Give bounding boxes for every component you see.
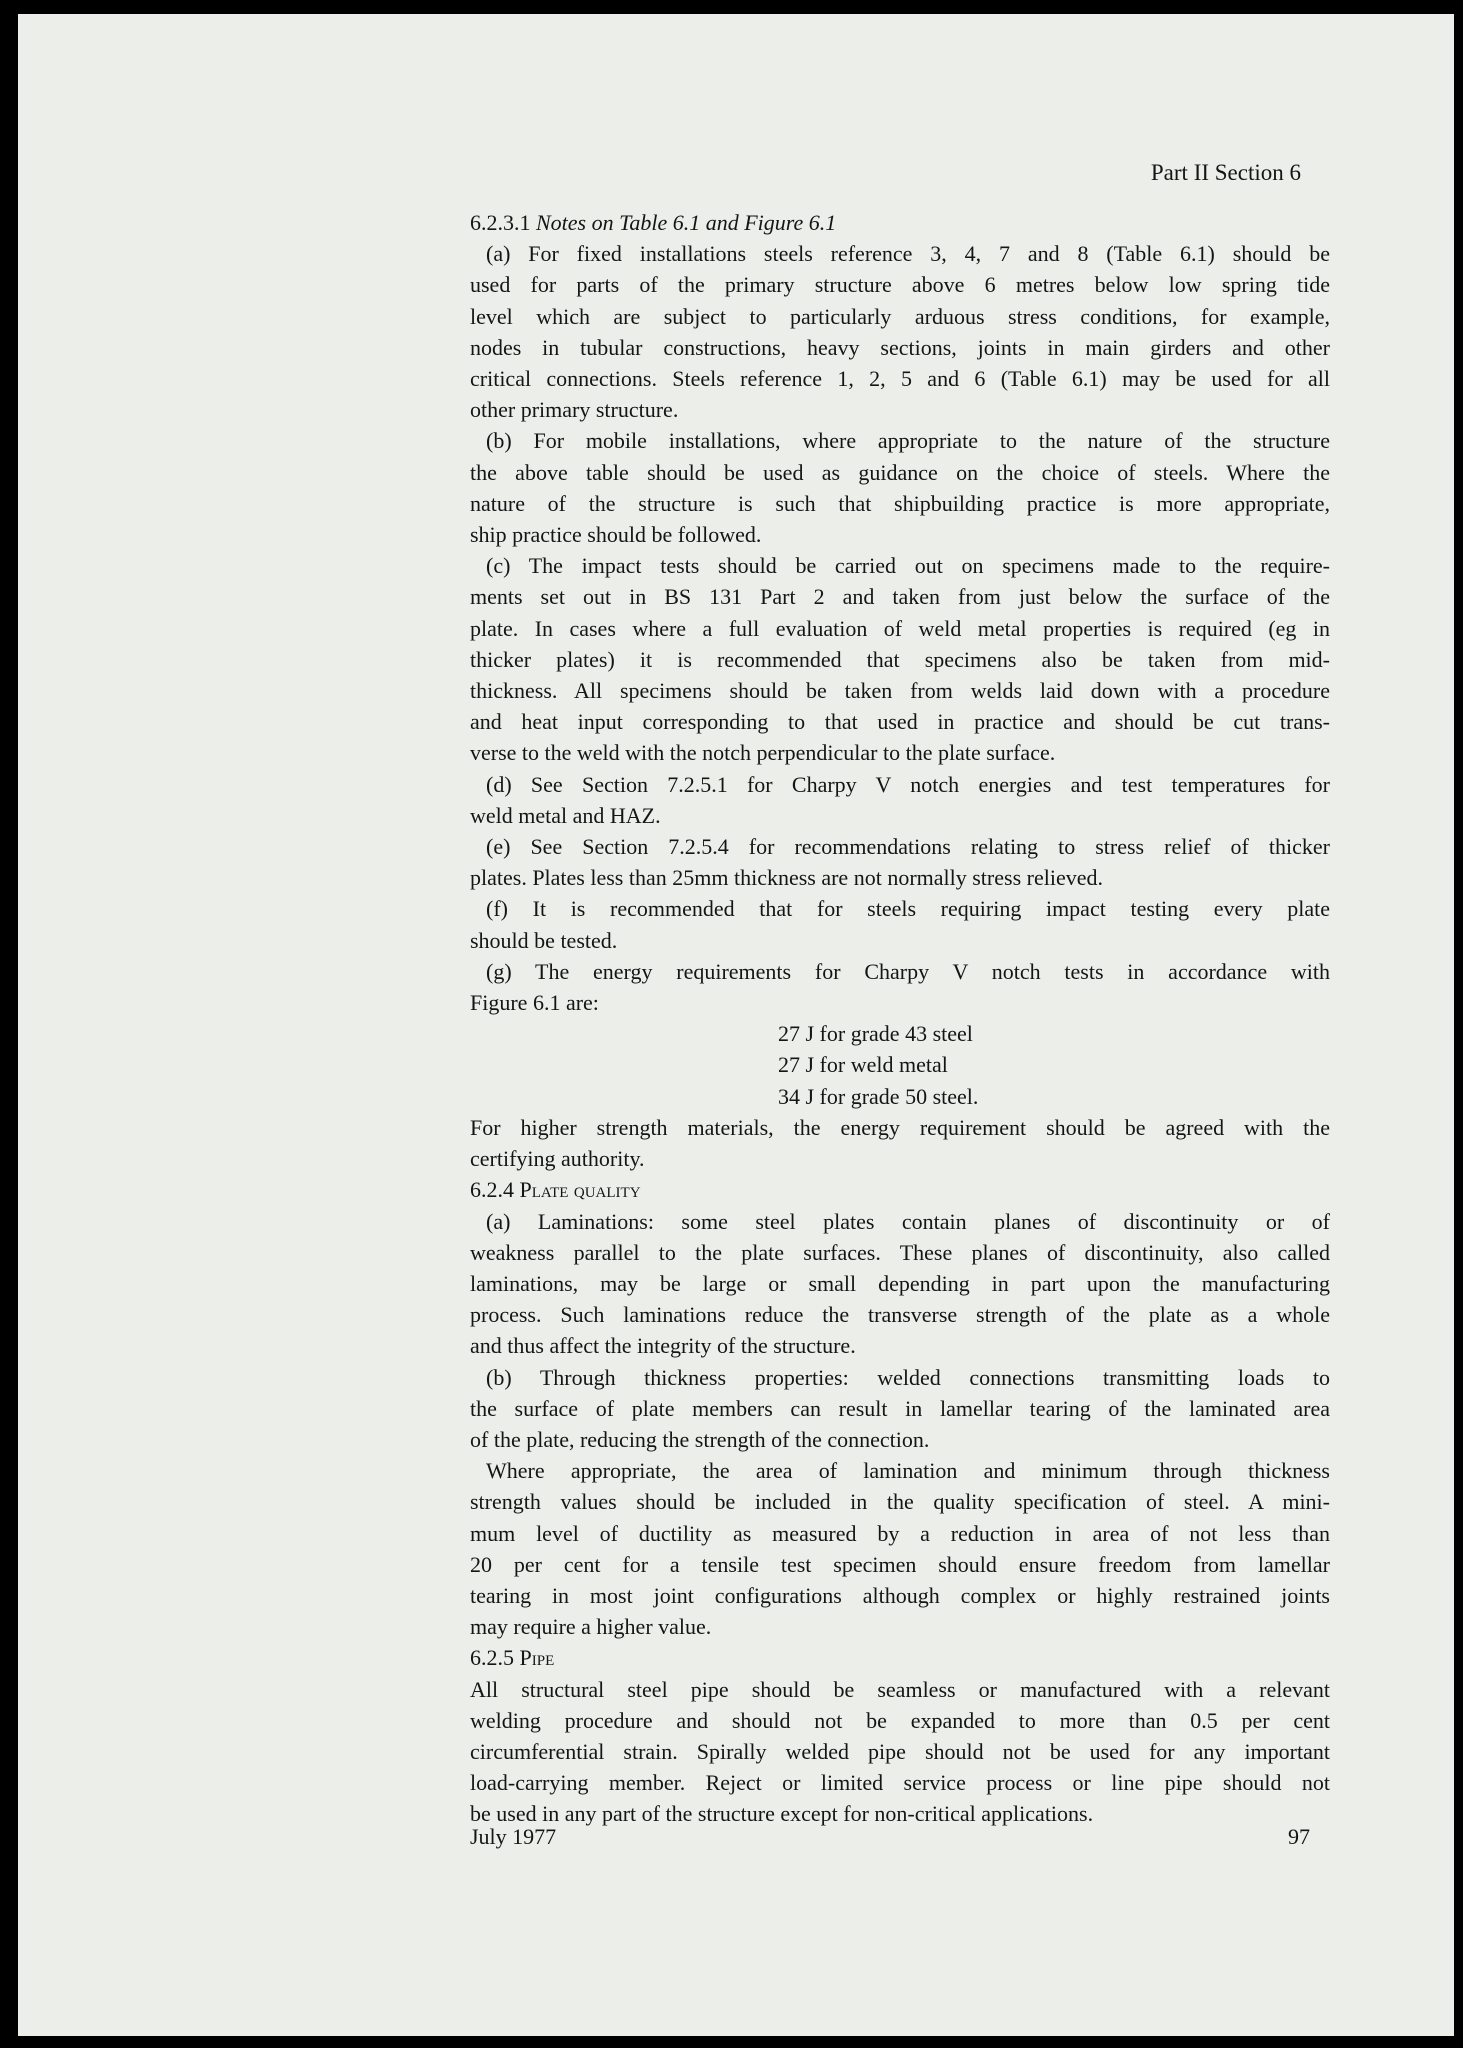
text-line: critical connections. Steels reference 1, 2, 5 and 6 (Table 6.1) may be used for all [470,366,1330,392]
text-line: (a) Laminations: some steel plates contain planes of discontinuity or of [486,1208,1330,1234]
paragraph [470,769,1330,831]
text-line: (b) Through thickness properties: welded connections transmitting loads to [486,1364,1330,1390]
paragraph [470,1112,1330,1174]
footer-date: July 1977 [470,1824,557,1849]
paragraph [470,831,1330,893]
text-line: thickness. All specimens should be taken from welds laid down with a procedure [470,678,1330,704]
text-line: laminations, may be large or small depending in part upon the manufacturing [470,1270,1330,1296]
text-line: level which are subject to particularly arduous stress conditions, for example, [470,303,1330,329]
text-line: strength values should be included in the quality specification of steel. A mini- [470,1489,1330,1515]
text-line: used for parts of the primary structure above 6 metres below low spring tide [470,272,1330,298]
section-heading-6-2-4: 6.2.4 Plate quality [470,1177,641,1203]
text-line: process. Such laminations reduce the transverse strength of the plate as a whole [470,1302,1330,1328]
text-line: weakness parallel to the plate surfaces. These planes of discontinuity, also called [470,1239,1330,1265]
text-line: Where appropriate, the area of lamination and minimum through thickness [486,1458,1330,1484]
text-line: (f) It is recommended that for steels requiring impact testing every plate [486,896,1330,922]
text-line: thicker plates) it is recommended that specimens also be taken from mid- [470,646,1330,672]
text-line: Figure 6.1 are: [470,990,599,1016]
section-heading-6-2-5: 6.2.5 Pipe [470,1645,555,1671]
page-number: 97 [1288,1824,1310,1849]
text-line: and thus affect the integrity of the structure. [470,1333,856,1359]
text-line: All structural steel pipe should be seamless or manufactured with a relevant [470,1676,1330,1702]
text-line: (e) See Section 7.2.5.4 for recommendations relating to stress relief of thicker [486,834,1330,860]
text-line: plate. In cases where a full evaluation of weld metal properties is required (eg in [470,615,1330,641]
text-line: welding procedure and should not be expanded to more than 0.5 per cent [470,1707,1330,1733]
text-line: load-carrying member. Reject or limited service process or line pipe should not [470,1770,1330,1796]
document-page [18,14,1454,2036]
text-line: of the plate, reducing the strength of the connection. [470,1426,930,1452]
text-line: For higher strength materials, the energy requirement should be agreed with the [470,1114,1330,1140]
text-line: and heat input corresponding to that used in practice and should be cut trans- [470,709,1330,735]
list-item: 27 J for grade 43 steel [778,1021,973,1047]
text-line: certifying authority. [470,1146,645,1172]
text-line: be used in any part of the structure except for non-critical applications. [470,1801,1094,1827]
body-text [470,207,1330,1830]
paragraph [470,1206,1330,1362]
running-header: Part II Section 6 [1150,160,1301,185]
text-line: other primary structure. [470,397,679,423]
text-line: 20 per cent for a tensile test specimen should ensure freedom from lamellar [470,1551,1330,1577]
paragraph [470,1455,1330,1642]
text-line: weld metal and HAZ. [470,802,661,828]
text-line: may require a higher value. [470,1614,712,1640]
text-line: nodes in tubular constructions, heavy sections, joints in main girders and other [470,334,1330,360]
text-line: the surface of plate members can result in lamellar tearing of the laminated area [470,1395,1330,1421]
paragraph [470,425,1330,550]
text-line: the above table should be used as guidance on the choice of steels. Where the [470,459,1330,485]
text-line: (g) The energy requirements for Charpy V notch tests in accordance with [486,958,1330,984]
text-line: mum level of ductility as measured by a reduction in area of not less than [470,1520,1330,1546]
text-line: (d) See Section 7.2.5.1 for Charpy V notch energies and test temperatures for [486,771,1330,797]
paragraph [470,1362,1330,1456]
text-line: nature of the structure is such that shipbuilding practice is more appropriate, [470,490,1330,516]
paragraph [470,893,1330,955]
section-heading-6-2-3-1: 6.2.3.1 Notes on Table 6.1 and Figure 6.1 [470,210,837,235]
text-line: verse to the weld with the notch perpendicular to the plate surface. [470,740,1056,766]
text-line: plates. Plates less than 25mm thickness are not normally stress relieved. [470,865,1103,891]
text-line: should be tested. [470,927,618,953]
text-line: ship practice should be followed. [470,522,762,548]
text-line: tearing in most joint configurations although complex or highly restrained joints [470,1582,1330,1608]
text-line: (b) For mobile installations, where appropriate to the nature of the structure [486,428,1330,454]
paragraph [470,956,1330,1018]
paragraph [470,238,1330,425]
energy-requirements-list [470,1018,1330,1112]
list-item: 27 J for weld metal [778,1052,948,1078]
text-line: (c) The impact tests should be carried out on specimens made to the require- [486,553,1330,579]
text-line: ments set out in BS 131 Part 2 and taken from just below the surface of the [470,584,1330,610]
text-line: (a) For fixed installations steels reference 3, 4, 7 and 8 (Table 6.1) should be [486,241,1330,267]
paragraph [470,550,1330,768]
text-line: circumferential strain. Spirally welded pipe should not be used for any important [470,1738,1330,1764]
list-item: 34 J for grade 50 steel. [778,1083,979,1109]
paragraph [470,1674,1330,1830]
